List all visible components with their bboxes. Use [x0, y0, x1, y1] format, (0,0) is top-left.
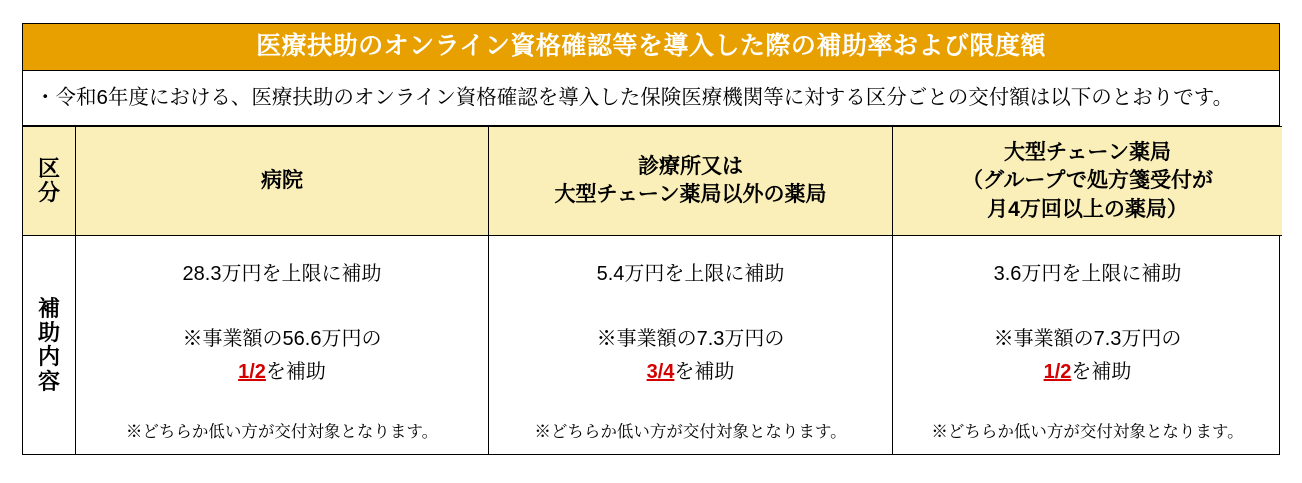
column-header-chain-pharmacy [893, 127, 1283, 236]
cell-hospital-limit: 28.3万円を上限に補助 [182, 262, 382, 285]
cell-clinic-note: ※どちらか低い方が交付対象となります。 [534, 422, 847, 441]
cell-clinic-rate-prefix: ※事業額の7.3万円の [596, 327, 785, 350]
table-header-row [23, 127, 1282, 236]
cell-hospital-rate-line [76, 358, 488, 387]
subsidy-table-document [22, 23, 1280, 455]
cell-chain-note: ※どちらか低い方が交付対象となります。 [931, 422, 1244, 441]
cell-hospital-fraction: 1/2 [238, 360, 266, 383]
cell-hospital [76, 236, 489, 455]
column-header-clinic-line1: 診療所又は [638, 155, 743, 179]
lead-paragraph: ・令和6年度における、医療扶助のオンライン資格確認を導入した保険医療機関等に対する区分ごとの交付額は以下のとおりです。 [23, 71, 1279, 127]
cell-chain-limit: 3.6万円を上限に補助 [993, 262, 1182, 285]
row-label-subsidy-content-text: 補助内容 [38, 296, 61, 394]
column-header-chain-line3: 月4万回以上の薬局） [987, 197, 1188, 221]
row-label-category [23, 127, 76, 236]
column-header-chain-line2: （グループで処方箋受付が [962, 169, 1213, 193]
column-header-chain-line1: 大型チェーン薬局 [1004, 140, 1171, 164]
cell-chain-fraction: 1/2 [1043, 360, 1072, 383]
cell-chain-pharmacy [893, 236, 1283, 455]
table-row [23, 236, 1282, 455]
cell-clinic-rate-suffix: を補助 [674, 360, 735, 383]
document-title: 医療扶助のオンライン資格確認等を導入した際の補助率および限度額 [23, 24, 1279, 71]
cell-hospital-rate-prefix: ※事業額の56.6万円の [182, 327, 382, 350]
cell-clinic [489, 236, 893, 455]
cell-clinic-limit: 5.4万円を上限に補助 [596, 262, 785, 285]
row-label-category-text: 区分 [38, 156, 61, 206]
cell-hospital-note: ※どちらか低い方が交付対象となります。 [125, 422, 439, 441]
cell-hospital-rate-suffix: を補助 [265, 360, 326, 383]
cell-clinic-rate-line [489, 358, 892, 387]
cell-chain-rate-line [893, 358, 1282, 387]
column-header-hospital-line1: 病院 [261, 169, 303, 193]
column-header-hospital [76, 127, 489, 236]
subsidy-table [23, 126, 1282, 454]
cell-chain-rate-suffix: を補助 [1071, 360, 1132, 383]
row-label-subsidy-content [23, 236, 76, 455]
column-header-clinic-line2: 大型チェーン薬局以外の薬局 [554, 183, 827, 207]
cell-clinic-fraction: 3/4 [646, 360, 675, 383]
column-header-clinic [489, 127, 893, 236]
cell-chain-rate-prefix: ※事業額の7.3万円の [993, 327, 1182, 350]
